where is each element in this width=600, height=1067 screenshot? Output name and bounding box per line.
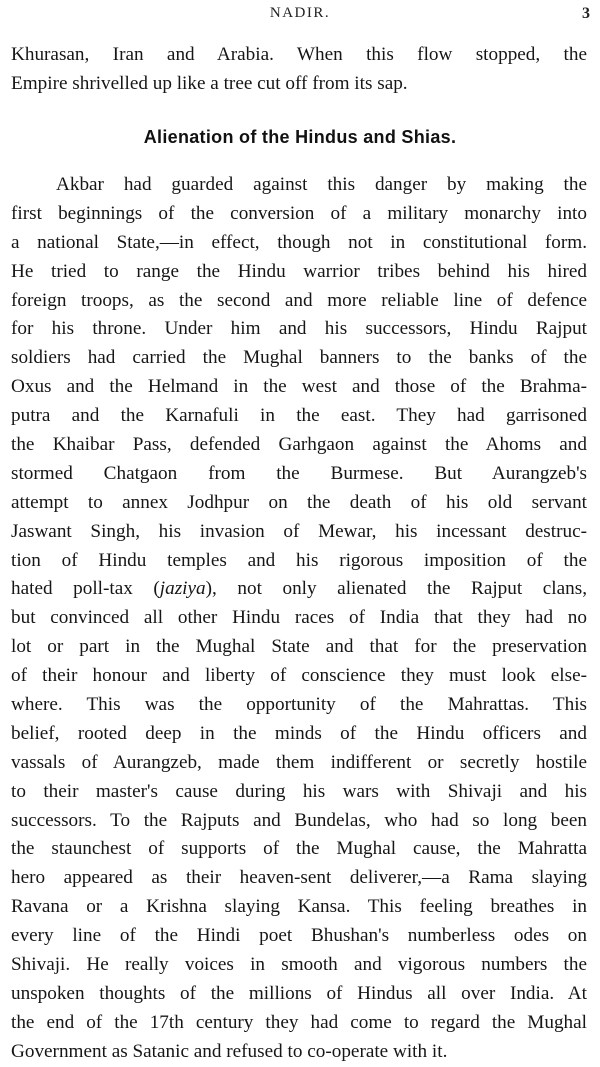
page-header [0, 2, 600, 26]
text-line: vassals of Aurangzeb, made them indifferent or secretly hostile [11, 751, 587, 773]
text-line: Jaswant Singh, his invasion of Mewar, his incessant destruc- [11, 520, 587, 542]
text-line: lot or part in the Mughal State and that for the preservation [11, 636, 587, 658]
text-segment: ), not only alienated the Rajput clans, [205, 578, 587, 600]
continuation-paragraph [11, 41, 587, 99]
text-line: where. This was the opportunity of the Mahrattas. This [11, 694, 587, 716]
text-line: putra and the Karnafuli in the east. They had garrisoned [11, 405, 587, 427]
text-line: but convinced all other Hindu races of India that they had no [11, 607, 587, 629]
text-segment: hated poll-tax ( [11, 578, 160, 600]
text-line: Khurasan, Iran and Arabia. When this flow stopped, the [11, 44, 587, 65]
text-line: Ravana or a Krishna slaying Kansa. This feeling breathes in [11, 896, 587, 918]
text-line: for his throne. Under him and his successors, Hindu Rajput [11, 318, 587, 340]
text-line: Empire shrivelled up like a tree cut off from its sap. [11, 72, 408, 94]
section-heading: Alienation of the Hindus and Shias. [143, 127, 457, 147]
text-line: soldiers had carried the Mughal banners to the banks of the [11, 347, 587, 369]
text-line: He tried to range the Hindu warrior tribes behind his hired [11, 260, 587, 282]
main-paragraph [11, 171, 587, 1067]
text-line: to their master's cause during his wars with Shivaji and his [11, 780, 587, 802]
text-line: unspoken thoughts of the millions of Hindus all over India. At [11, 982, 587, 1004]
text-line: stormed Chatgaon from the Burmese. But Aurangzeb's [11, 462, 587, 484]
text-line: of their honour and liberty of conscience they must look else- [11, 665, 587, 687]
text-line: every line of the Hindi poet Bhushan's numberless odes on [11, 925, 587, 947]
text-line: hero appeared as their heaven-sent deliverer,—a Rama slaying [11, 867, 587, 889]
italic-term: jaziya [159, 578, 206, 600]
text-line: the Khaibar Pass, defended Garhgaon against the Ahoms and [11, 434, 587, 456]
text-line: Shivaji. He really voices in smooth and vigorous numbers the [11, 954, 587, 976]
text-line-jaziya [11, 575, 587, 604]
text-line: successors. To the Rajputs and Bundelas, who had so long been [11, 809, 587, 831]
page-number: 3 [582, 5, 590, 22]
text-line: Government as Satanic and refused to co-operate with it. [11, 1040, 448, 1062]
text-line: a national State,—in effect, though not in constitutional form. [11, 231, 587, 253]
text-line: attempt to annex Jodhpur on the death of his old servant [11, 491, 587, 513]
text-line: first beginnings of the conversion of a military monarchy into [11, 202, 587, 224]
text-line: the staunchest of supports of the Mughal cause, the Mahratta [11, 838, 587, 860]
running-head: NADIR. [269, 5, 331, 21]
text-line: the end of the 17th century they had come to regard the Mughal [11, 1011, 587, 1033]
text-line: foreign troops, as the second and more reliable line of defence [11, 289, 587, 311]
text-line: tion of Hindu temples and his rigorous imposition of the [11, 549, 587, 571]
text-line: Akbar had guarded against this danger by making the [56, 174, 587, 195]
text-line: belief, rooted deep in the minds of the Hindu officers and [11, 722, 587, 744]
text-line: Oxus and the Helmand in the west and those of the Brahma- [11, 376, 587, 398]
